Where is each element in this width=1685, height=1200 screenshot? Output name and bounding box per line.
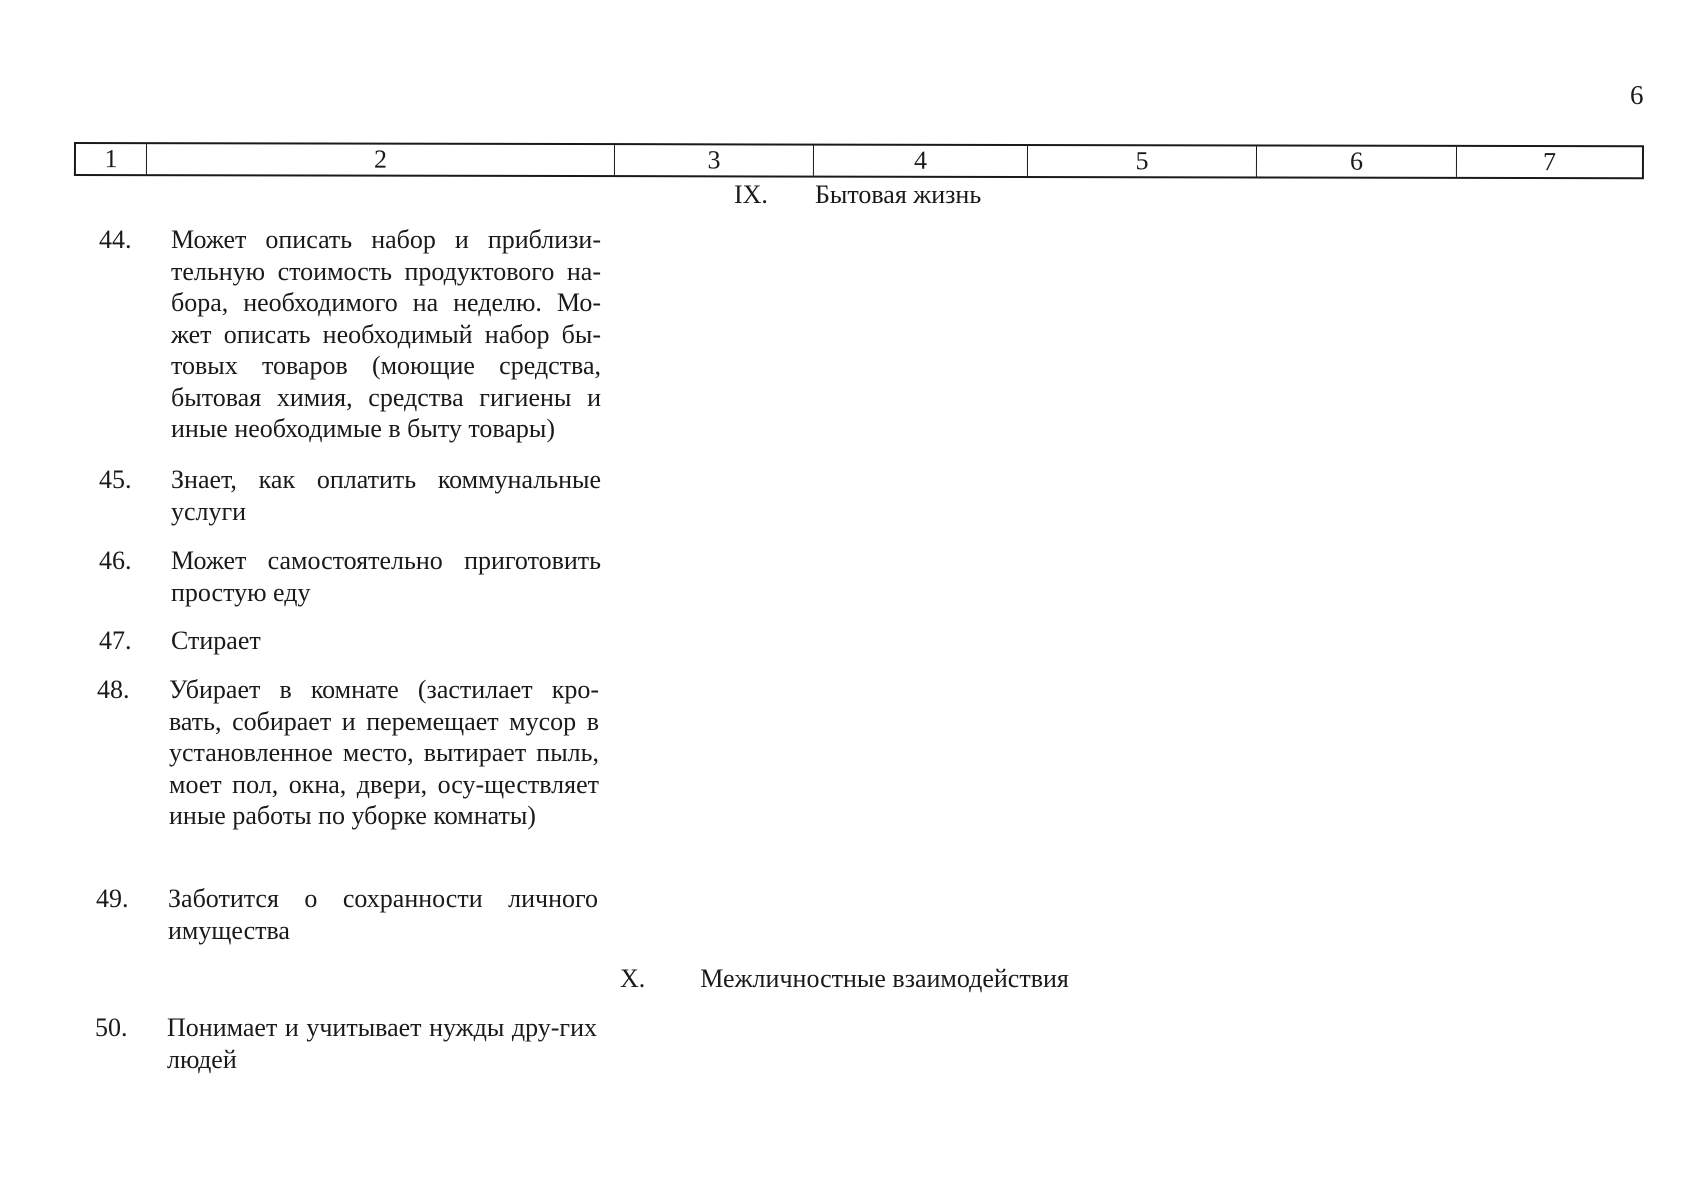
- column-header-7: 7: [1542, 147, 1556, 177]
- item-number: 47.: [99, 626, 132, 655]
- column-header-3: 3: [615, 145, 814, 175]
- column-header-4: 4: [814, 146, 1028, 176]
- item-number: 48.: [97, 675, 130, 704]
- item-number: 49.: [96, 884, 129, 913]
- section-number: IX.: [734, 180, 768, 209]
- column-header-6: 6: [1257, 146, 1457, 176]
- column-header-2: 2: [147, 144, 615, 175]
- item-text: Знает, как оплатить коммунальные услуги: [171, 465, 601, 526]
- item-text: Стирает: [171, 626, 261, 655]
- section-title: Межличностные взаимодействия: [700, 964, 1069, 993]
- section-heading: [620, 964, 1069, 994]
- item-number: 50.: [95, 1013, 128, 1042]
- item-number: 45.: [99, 465, 132, 494]
- item-text: Убирает в комнате (застилает кро-вать, собирает и перемещает мусор в установленное место, вытирает пыль, моет пол, окна, двери, осу-ществляет иные работы по уборке комнаты): [169, 675, 599, 830]
- section-heading: [734, 180, 981, 210]
- item-text: Может описать набор и приблизи-тельную стоимость продуктового на-бора, необходимого на неделю. Мо-жет описать необходимый набор бы-товых товаров (моющие средства, бытовая химия, средства гигиены и иные необходимые в быту товары): [171, 225, 601, 443]
- page-number: 6: [1630, 80, 1644, 110]
- section-title: Бытовая жизнь: [814, 180, 982, 209]
- item-number: 46.: [99, 546, 132, 575]
- item-number: 44.: [99, 225, 132, 254]
- column-header-row: [74, 142, 1644, 179]
- column-header-1: 1: [76, 144, 147, 174]
- column-header-5: 5: [1028, 146, 1257, 176]
- item-text: Заботится о сохранности личного имущества: [168, 884, 598, 945]
- item-text: Понимает и учитывает нужды дру-гих людей: [167, 1013, 597, 1074]
- item-text: Может самостоятельно приготовить простую еду: [171, 546, 601, 607]
- section-number: X.: [620, 964, 646, 993]
